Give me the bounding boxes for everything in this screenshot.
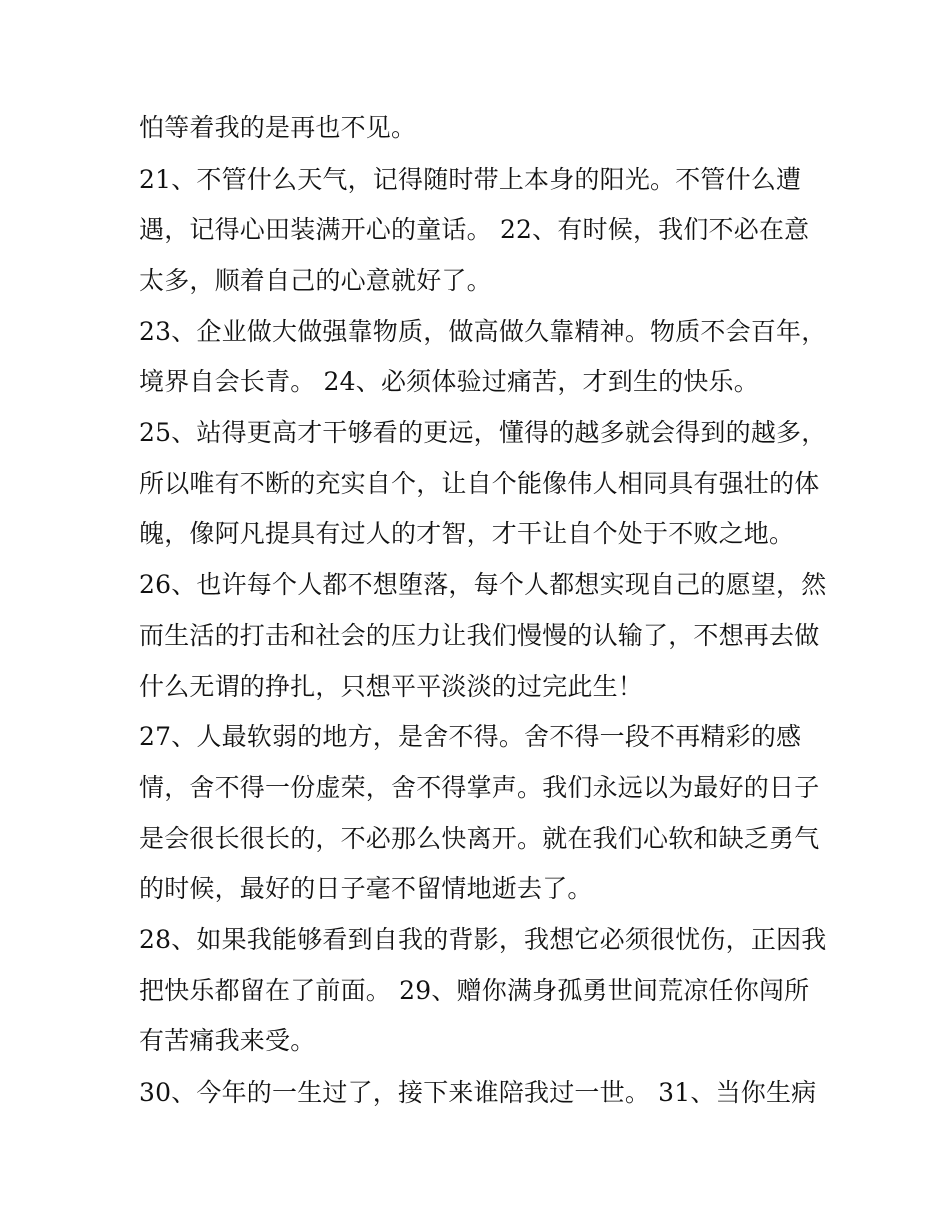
text-line: 把快乐都留在了前面。 29、赠你满身孤勇世间荒凉任你闯所 [139, 976, 810, 1005]
text-line: 27、人最软弱的地方，是舍不得。舍不得一段不再精彩的感 [139, 722, 802, 751]
text-line: 23、企业做大做强靠物质，做高做久靠精神。物质不会百年， [139, 317, 827, 346]
text-line: 太多，顺着自己的心意就好了。 [139, 266, 492, 295]
text-line: 是会很长很长的，不必那么快离开。就在我们心软和缺乏勇气 [139, 824, 820, 853]
text-line: 26、也许每个人都不想堕落，每个人都想实现自己的愿望，然 [139, 570, 827, 599]
text-line: 的时候，最好的日子毫不留情地逝去了。 [139, 874, 593, 903]
text-line: 遇，记得心田装满开心的童话。 22、有时候，我们不必在意 [139, 215, 810, 244]
text-line: 21、不管什么天气，记得随时带上本身的阳光。不管什么遭 [139, 165, 802, 194]
text-line: 而生活的打击和社会的压力让我们慢慢的认输了，不想再去做 [139, 621, 820, 650]
text-line: 境界自会长青。 24、必须体验过痛苦，才到生的快乐。 [139, 367, 759, 396]
text-line: 魄，像阿凡提具有过人的才智，才干让自个处于不败之地。 [139, 519, 795, 548]
text-line: 25、站得更高才干够看的更远，懂得的越多就会得到的越多， [139, 418, 827, 447]
text-line: 28、如果我能够看到自我的背影，我想它必须很忧伤，正因我 [139, 925, 827, 954]
text-line: 情，舍不得一份虚荣，舍不得掌声。我们永远以为最好的日子 [139, 773, 820, 802]
text-line: 有苦痛我来受。 [139, 1026, 316, 1055]
text-line: 所以唯有不断的充实自个，让自个能像伟人相同具有强壮的体 [139, 469, 820, 498]
text-line: 怕等着我的是再也不见。 [139, 113, 417, 142]
text-line: 什么无谓的挣扎，只想平平淡淡的过完此生！ [139, 672, 644, 701]
text-line: 30、今年的一生过了，接下来谁陪我过一世。 31、当你生病 [139, 1078, 817, 1107]
